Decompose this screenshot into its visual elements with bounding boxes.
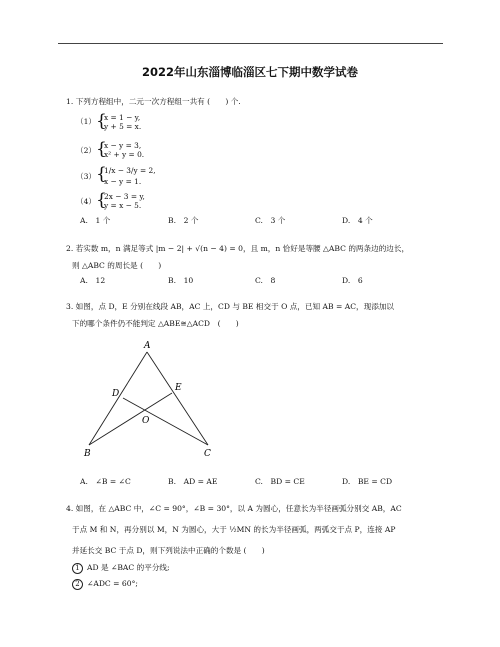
brace-icon: { — [96, 164, 107, 184]
q1-system-1-label: （1） — [76, 117, 97, 126]
q2-line-2: 则 △ABC 的周长是 ( ) — [72, 261, 162, 270]
q3-option-c: C. BD = CE — [255, 477, 305, 486]
q2-line-1: 2. 若实数 m，n 满足等式 |m − 2| + √(n − 4) = 0，且 m，n 恰好是等腰 △ABC 的两条边的边长， — [66, 244, 410, 253]
q4-line-2: 于点 M 和 N，再分别以 M，N 为圆心，大于 ½MN 的长为半径画弧，两弧交于点 P，连接 AP — [72, 525, 396, 534]
segment-ac — [147, 352, 208, 445]
q2-option-b: B. 10 — [168, 276, 194, 285]
q4-item-1 — [72, 563, 170, 574]
label-d: D — [112, 389, 120, 399]
q3-option-a: A. ∠B = ∠C — [80, 477, 131, 486]
q2-option-c: C. 8 — [255, 276, 276, 285]
q4-line-3: 并延长交 BC 于点 D，则下列说法中正确的个数是 ( ) — [72, 546, 265, 555]
brace-icon: { — [96, 190, 107, 210]
segment-cd — [123, 398, 208, 445]
q2-option-d: D. 6 — [342, 276, 363, 285]
q2-option-a: A. 12 — [80, 276, 106, 285]
q4-item-2-text: ∠ADC = 60°; — [87, 579, 138, 588]
q1-stem: 1. 下列方程组中，二元一次方程组一共有 ( ) 个. — [66, 97, 241, 106]
q4-item-1-text: AD 是 ∠BAC 的平分线; — [87, 563, 170, 572]
q1-system-2-label: （2） — [76, 146, 97, 155]
q1-system-2-eq2: x² + y = 0. — [104, 150, 145, 159]
label-o: O — [142, 416, 150, 426]
label-a: A — [144, 341, 151, 351]
q3-line-1: 3. 如图，点 D，E 分别在线段 AB，AC 上，CD 与 BE 相交于 O 点，已知 AB = AC，现添加以 — [66, 302, 395, 311]
q4-item-2 — [72, 579, 138, 590]
q1-system-2-eq1: x − y = 3, — [104, 141, 142, 150]
q3-geometry-figure — [80, 338, 230, 463]
circled-number-1: 1 — [72, 563, 83, 574]
circled-number-2: 2 — [72, 579, 83, 590]
brace-icon: { — [96, 111, 107, 131]
q3-line-2: 下的哪个条件仍不能判定 △ABE≅△ACD ( ) — [72, 319, 239, 328]
q1-option-a: A. 1 个 — [80, 216, 111, 225]
label-c: C — [204, 449, 211, 459]
q1-option-c: C. 3 个 — [255, 216, 286, 225]
q1-option-d: D. 4 个 — [342, 216, 373, 225]
q4-line-1: 4. 如图，在 △ABC 中，∠C = 90°，∠B = 30°，以 A 为圆心，任意长为半径画弧分别交 AB，AC — [66, 504, 402, 513]
q3-option-b: B. AD = AE — [168, 477, 218, 486]
q1-system-1-eq1: x = 1 − y, — [104, 113, 141, 122]
q1-system-1-eq2: y + 5 = x. — [104, 122, 142, 131]
q1-option-b: B. 2 个 — [168, 216, 199, 225]
q1-system-4-label: （4） — [76, 197, 97, 206]
q1-system-3-eq2: x − y = 1. — [104, 177, 142, 186]
label-b: B — [84, 449, 91, 459]
q3-option-d: D. BE = CD — [342, 477, 393, 486]
q1-system-3-eq1: 1/x − 3/y = 2, — [104, 166, 156, 175]
q1-system-4-eq2: y = x − 5. — [104, 201, 142, 210]
q1-system-4-eq1: 2x − 3 = y, — [104, 192, 145, 201]
segment-be — [89, 393, 172, 445]
label-e: E — [175, 383, 182, 393]
header-rule — [58, 43, 443, 44]
brace-icon: { — [96, 139, 107, 159]
page-title: 2022年山东淄博临淄区七下期中数学试卷 — [141, 65, 358, 79]
q1-system-3-label: （3） — [76, 172, 97, 181]
